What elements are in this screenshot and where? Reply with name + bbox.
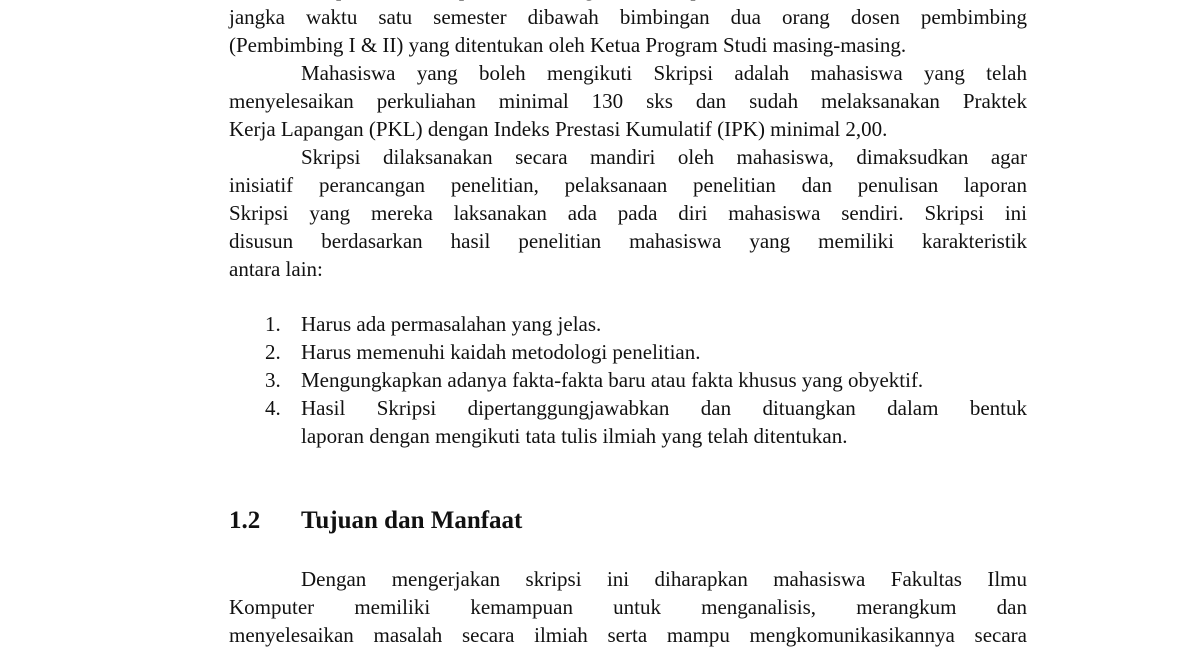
text-line-indented: Mahasiswa yang boleh mengikuti Skripsi adalah mahasiswa yang telah (301, 61, 1027, 85)
list-item (229, 338, 1027, 366)
section-heading (229, 505, 522, 537)
text-line: Komputer memiliki kemampuan untuk menganalisis, merangkum dan (229, 595, 1027, 619)
list-number: 3. (265, 368, 281, 392)
list-item (229, 394, 1027, 450)
intro-paragraph (229, 0, 1027, 283)
characteristics-list (229, 310, 1027, 450)
text-line: jangka waktu satu semester dibawah bimbingan dua orang dosen pembimbing (229, 5, 1027, 29)
list-text: Harus memenuhi kaidah metodologi penelitian. (301, 340, 701, 364)
list-number: 1. (265, 312, 281, 336)
text-line: disusun berdasarkan hasil penelitian mahasiswa yang memiliki karakteristik (229, 229, 1027, 253)
list-text: Mengungkapkan adanya fakta-fakta baru atau fakta khusus yang obyektif. (301, 368, 924, 392)
list-number: 4. (265, 396, 281, 420)
purpose-paragraph (229, 565, 1027, 649)
text-line: Skripsi yang mereka laksanakan ada pada diri mahasiswa sendiri. Skripsi ini (229, 201, 1027, 225)
section-title: Tujuan dan Manfaat (301, 507, 523, 534)
list-number: 2. (265, 340, 281, 364)
list-text: Hasil Skripsi dipertanggungjawabkan dan dituangkan dalam bentuk (301, 396, 1027, 420)
text-line: menyelesaikan perkuliahan minimal 130 sks dan sudah melaksanakan Praktek (229, 89, 1027, 113)
text-line: inisiatif perancangan penelitian, pelaksanaan penelitian dan penulisan laporan (229, 173, 1027, 197)
text-line: antara lain: (229, 257, 323, 281)
document-page (229, 0, 1027, 647)
text-line: (Pembimbing I & II) yang ditentukan oleh Ketua Program Studi masing-masing. (229, 33, 907, 57)
list-text: Harus ada permasalahan yang jelas. (301, 312, 602, 336)
list-item (229, 310, 1027, 338)
text-line-indented: Skripsi dilaksanakan secara mandiri oleh mahasiswa, dimaksudkan agar (301, 145, 1027, 169)
list-text: laporan dengan mengikuti tata tulis ilmiah yang telah ditentukan. (301, 424, 848, 448)
text-line: menyelesaikan masalah secara ilmiah serta mampu mengkomunikasikannya secara (229, 623, 1027, 647)
section-number: 1.2 (229, 507, 261, 534)
text-line: Kerja Lapangan (PKL) dengan Indeks Prestasi Kumulatif (IPK) minimal 2,00. (229, 117, 888, 141)
text-line-indented: Dengan mengerjakan skripsi ini diharapkan mahasiswa Fakultas Ilmu (301, 567, 1027, 591)
list-item (229, 366, 1027, 394)
